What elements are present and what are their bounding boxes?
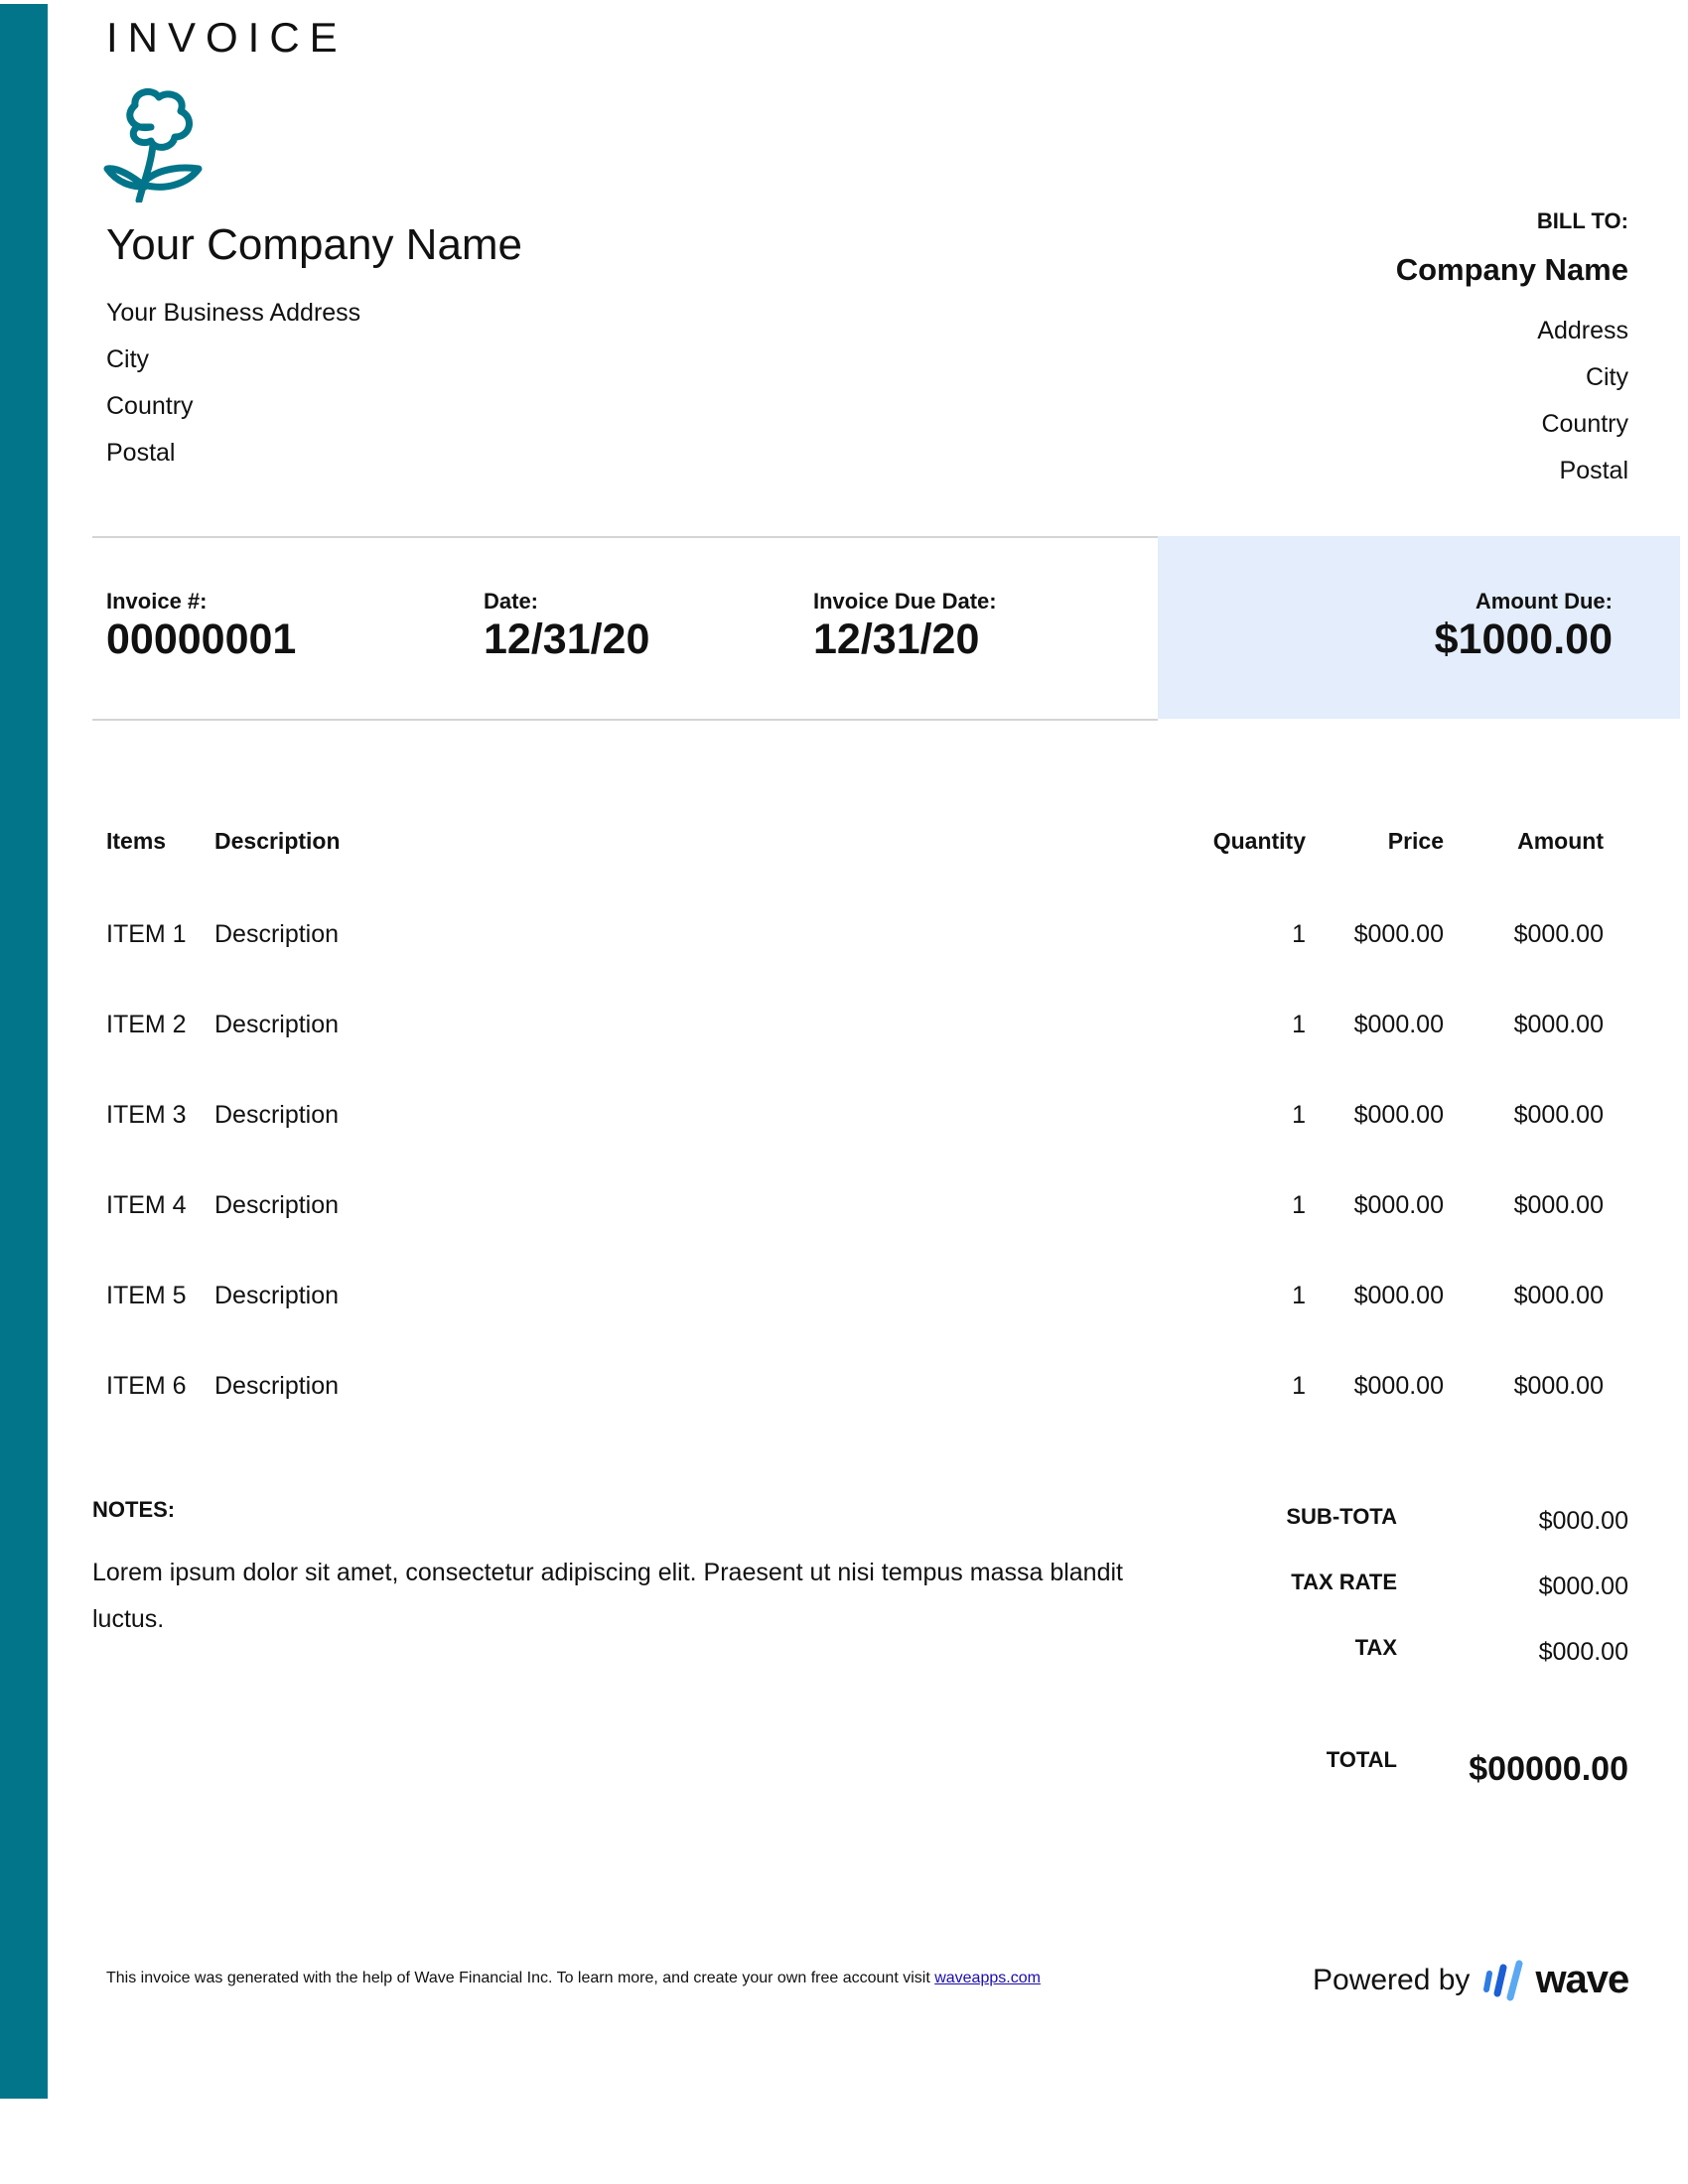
bill-to-postal: Postal: [1559, 457, 1628, 484]
row-item: ITEM 2: [106, 1011, 187, 1038]
row-quantity: 1: [1292, 920, 1306, 948]
bill-to-city: City: [1585, 363, 1628, 391]
row-price: $000.00: [1353, 920, 1444, 948]
col-header-description: Description: [214, 828, 341, 854]
col-header-items: Items: [106, 828, 167, 854]
row-amount: $000.00: [1513, 1101, 1604, 1129]
divider-top: [92, 536, 1158, 538]
row-item: ITEM 5: [106, 1282, 187, 1309]
col-header-quantity: Quantity: [1212, 828, 1306, 854]
date-label: Date:: [484, 589, 539, 614]
row-item: ITEM 6: [106, 1372, 187, 1400]
row-price: $000.00: [1353, 1372, 1444, 1400]
sender-company-name: Your Company Name: [106, 220, 523, 269]
due-date: 12/31/20: [813, 615, 980, 663]
sender-country: Country: [106, 392, 194, 420]
row-price: $000.00: [1353, 1282, 1444, 1309]
footer-text: This invoice was generated with the help of Wave Financial Inc. To learn more, and create your own free account visit: [106, 1970, 935, 1986]
row-description: Description: [214, 1282, 340, 1309]
col-header-price: Price: [1387, 828, 1444, 854]
row-description: Description: [214, 1191, 340, 1219]
sender-postal: Postal: [106, 439, 176, 467]
row-item: ITEM 4: [106, 1191, 187, 1219]
tax-rate-value: $000.00: [1538, 1572, 1628, 1600]
row-quantity: 1: [1292, 1282, 1306, 1309]
row-description: Description: [214, 1101, 340, 1129]
sender-address: Your Business Address: [106, 299, 361, 327]
invoice-number-label: Invoice #:: [106, 589, 208, 614]
wave-logo-icon: [1481, 1960, 1527, 2001]
powered-by-label: Powered by: [1313, 1963, 1471, 1996]
due-date-label: Invoice Due Date:: [813, 589, 997, 614]
notes-text: Lorem ipsum dolor sit amet, consectetur adipiscing elit. Praesent ut nisi tempus massa blandit luctus.: [92, 1559, 1123, 1633]
row-quantity: 1: [1292, 1372, 1306, 1400]
row-quantity: 1: [1292, 1101, 1306, 1129]
table-row: [0, 920, 1688, 1011]
row-description: Description: [214, 1011, 340, 1038]
table-row: [0, 1101, 1688, 1191]
table-row: [0, 1191, 1688, 1282]
total-value: $00000.00: [1469, 1750, 1628, 1788]
row-amount: $000.00: [1513, 1282, 1604, 1309]
tax-value: $000.00: [1538, 1638, 1628, 1666]
subtotal-value: $000.00: [1538, 1507, 1628, 1535]
total-label: TOTAL: [1326, 1747, 1397, 1772]
row-amount: $000.00: [1513, 920, 1604, 948]
subtotal-label: SUB-TOTA: [1286, 1504, 1397, 1529]
invoice-number: 00000001: [106, 615, 297, 663]
row-price: $000.00: [1353, 1011, 1444, 1038]
row-description: Description: [214, 1372, 340, 1400]
col-header-amount: Amount: [1517, 828, 1604, 854]
row-price: $000.00: [1353, 1101, 1444, 1129]
row-quantity: 1: [1292, 1191, 1306, 1219]
bill-to-country: Country: [1541, 410, 1628, 438]
bill-to-company-name: Company Name: [1395, 252, 1628, 287]
row-quantity: 1: [1292, 1011, 1306, 1038]
row-description: Description: [214, 920, 340, 948]
row-amount: $000.00: [1513, 1191, 1604, 1219]
notes-label: NOTES:: [92, 1497, 176, 1522]
bill-to-block: [1396, 208, 1628, 494]
table-row: [0, 1011, 1688, 1101]
bill-to-label: BILL TO:: [1536, 208, 1628, 233]
waveapps-link[interactable]: waveapps.com: [934, 1970, 1041, 1986]
row-amount: $000.00: [1513, 1011, 1604, 1038]
sender-city: City: [106, 345, 150, 373]
flower-icon: [103, 87, 203, 203]
row-price: $000.00: [1353, 1191, 1444, 1219]
amount-due: $1000.00: [1434, 615, 1613, 663]
divider-bottom: [92, 719, 1158, 721]
table-row: [0, 1372, 1688, 1462]
footer-note: [106, 1970, 1041, 1987]
wave-brand-word: wave: [1535, 1958, 1629, 2001]
bill-to-address: Address: [1537, 317, 1628, 344]
amount-due-label: Amount Due:: [1475, 589, 1613, 614]
tax-label: TAX: [1354, 1635, 1397, 1660]
row-amount: $000.00: [1513, 1372, 1604, 1400]
row-item: ITEM 3: [106, 1101, 187, 1129]
invoice-date: 12/31/20: [484, 615, 650, 663]
tax-rate-label: TAX RATE: [1291, 1570, 1397, 1594]
invoice-title: INVOICE: [106, 14, 348, 61]
table-row: [0, 1282, 1688, 1372]
powered-by-wave: [1313, 1958, 1628, 2002]
row-item: ITEM 1: [106, 920, 187, 948]
